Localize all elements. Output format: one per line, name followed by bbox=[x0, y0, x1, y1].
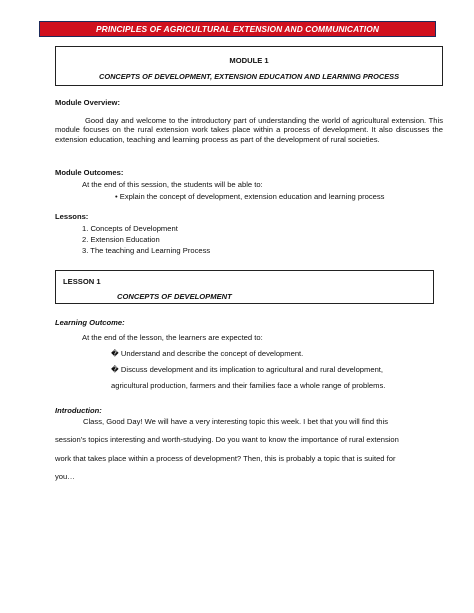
learning-outcome-item: � Discuss development and its implication to agricultural and rural development, bbox=[111, 365, 384, 374]
introduction-line: session’s topics interesting and worth-studying. Do you want to know the importance of rural extension bbox=[55, 435, 399, 445]
introduction-line: work that takes place within a process of development? Then, this is probably a topic that is suited for bbox=[55, 453, 396, 463]
lesson-label: LESSON 1 bbox=[63, 277, 101, 286]
overview-paragraph: Good day and welcome to the introductory part of understanding the world of agricultural extension. This module focuses on the rural extension work takes place within a process of development. It also discusses the extension education, teaching and learning process as part of the development of rural societies. bbox=[55, 116, 443, 144]
overview-heading: Module Overview: bbox=[55, 98, 120, 107]
lesson-list-item: 1. Concepts of Development bbox=[82, 224, 178, 233]
module-subtitle: CONCEPTS OF DEVELOPMENT, EXTENSION EDUCATION AND LEARNING PROCESS bbox=[98, 72, 400, 81]
lesson-list-item: 2. Extension Education bbox=[82, 235, 160, 244]
introduction-paragraph bbox=[55, 413, 425, 486]
outcomes-intro: At the end of this session, the students will be able to: bbox=[82, 180, 263, 189]
course-title-banner: PRINCIPLES OF AGRICULTURAL EXTENSION AND COMMUNICATION bbox=[39, 21, 436, 37]
lessons-heading: Lessons: bbox=[55, 212, 89, 221]
module-header-box bbox=[55, 46, 443, 86]
learning-outcome-heading: Learning Outcome: bbox=[55, 318, 125, 327]
outcomes-heading: Module Outcomes: bbox=[55, 168, 124, 177]
module-title: MODULE 1 bbox=[229, 56, 269, 65]
learning-outcome-item-continued: agricultural production, farmers and their families face a whole range of problems. bbox=[111, 381, 386, 390]
introduction-heading: Introduction: bbox=[55, 406, 102, 415]
introduction-line: Class, Good Day! We will have a very interesting topic this week. I bet that you will find this bbox=[83, 417, 389, 426]
learning-outcome-item: � Understand and describe the concept of development. bbox=[111, 349, 304, 358]
introduction-line: you… bbox=[55, 471, 75, 481]
outcomes-item: • Explain the concept of development, extension education and learning process bbox=[115, 192, 385, 201]
lesson-title: CONCEPTS OF DEVELOPMENT bbox=[117, 292, 232, 301]
learning-outcome-intro: At the end of the lesson, the learners are expected to: bbox=[82, 333, 263, 342]
lesson-list-item: 3. The teaching and Learning Process bbox=[82, 246, 211, 255]
lesson-box bbox=[55, 270, 434, 304]
